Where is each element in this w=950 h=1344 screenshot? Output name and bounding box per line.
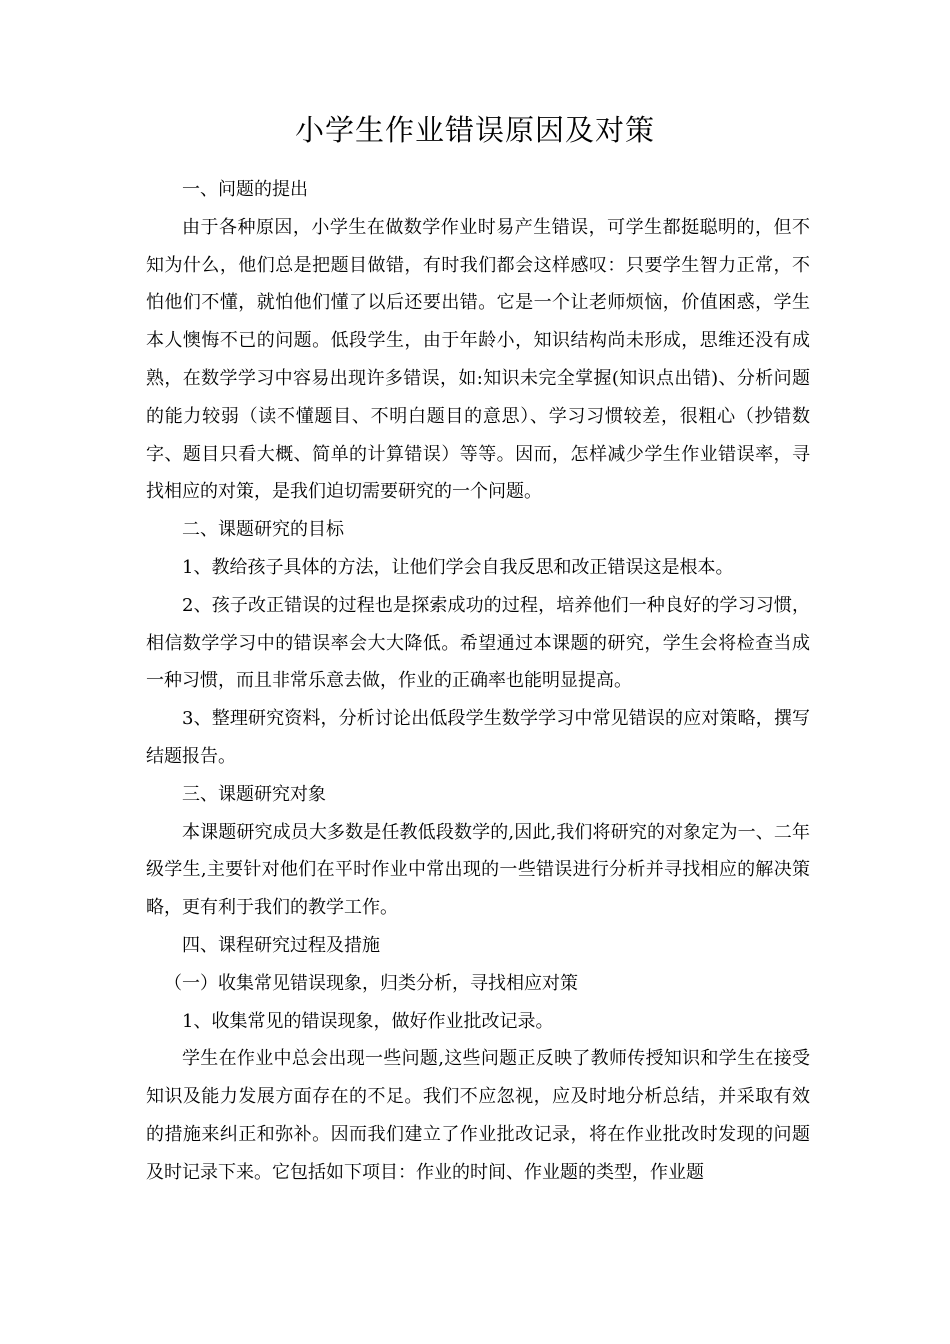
section-heading-4: 四、课程研究过程及措施 [182,934,380,956]
subsection-heading-1: （一）收集常见错误现象，归类分析，寻找相应对策 [164,972,578,994]
section-heading-3: 三、课题研究对象 [182,783,326,805]
paragraph-problem: 由于各种原因，小学生在做数学作业时易产生错误，可学生都挺聪明的，但不知为什么，他们总是把题目做错，有时我们都会这样感叹：只要学生智力正常，不怕他们不懂，就怕他们懂了以后还要出错。它是一个让老师烦恼，价值困惑，学生本人懊悔不已的问题。低段学生，由于年龄小，知识结构尚未形成，思维还没有成熟，在数学学习中容易出现许多错误，如:知识未完全掌握(知识点出错)、分析问题的能力较弱（读不懂题目、不明白题目的意思）、学习习惯较差，很粗心（抄错数字、题目只看大概、简单的计算错误）等等。因而，怎样减少学生作业错误率，寻找相应的对策，是我们迫切需要研究的一个问题。 [146,216,810,503]
goal-item-1: 1、教给孩子具体的方法，让他们学会自我反思和改正错误这是根本。 [182,556,734,578]
document-title: 小学生作业错误原因及对策 [294,113,655,147]
measure-item-1: 1、收集常见的错误现象，做好作业批改记录。 [182,1010,554,1032]
paragraph-subjects: 本课题研究成员大多数是任教低段数学的,因此,我们将研究的对象定为一、二年级学生,主要针对他们在平时作业中常出现的一些错误进行分析并寻找相应的解决策略，更有利于我们的教学工作。 [146,821,810,919]
document-body [146,171,810,1192]
goal-item-2: 2、孩子改正错误的过程也是探索成功的过程，培养他们一种良好的学习习惯，相信数学学习中的错误率会大大降低。希望通过本课题的研究，学生会将检查当成一种习惯，而且非常乐意去做，作业的正确率也能明显提高。 [146,594,810,692]
section-heading-2: 二、课题研究的目标 [182,519,344,541]
section-heading-1: 一、问题的提出 [182,179,308,200]
paragraph-records: 学生在作业中总会出现一些问题,这些问题正反映了教师传授知识和学生在接受知识及能力发展方面存在的不足。我们不应忽视，应及时地分析总结，并采取有效的措施来纠正和弥补。因而我们建立了作业批改记录，将在作业批改时发现的问题及时记录下来。它包括如下项目：作业的时间、作业题的类型，作业题 [146,1048,810,1183]
goal-item-3: 3、整理研究资料，分析讨论出低段学生数学学习中常见错误的应对策略，撰写结题报告。 [146,708,810,767]
